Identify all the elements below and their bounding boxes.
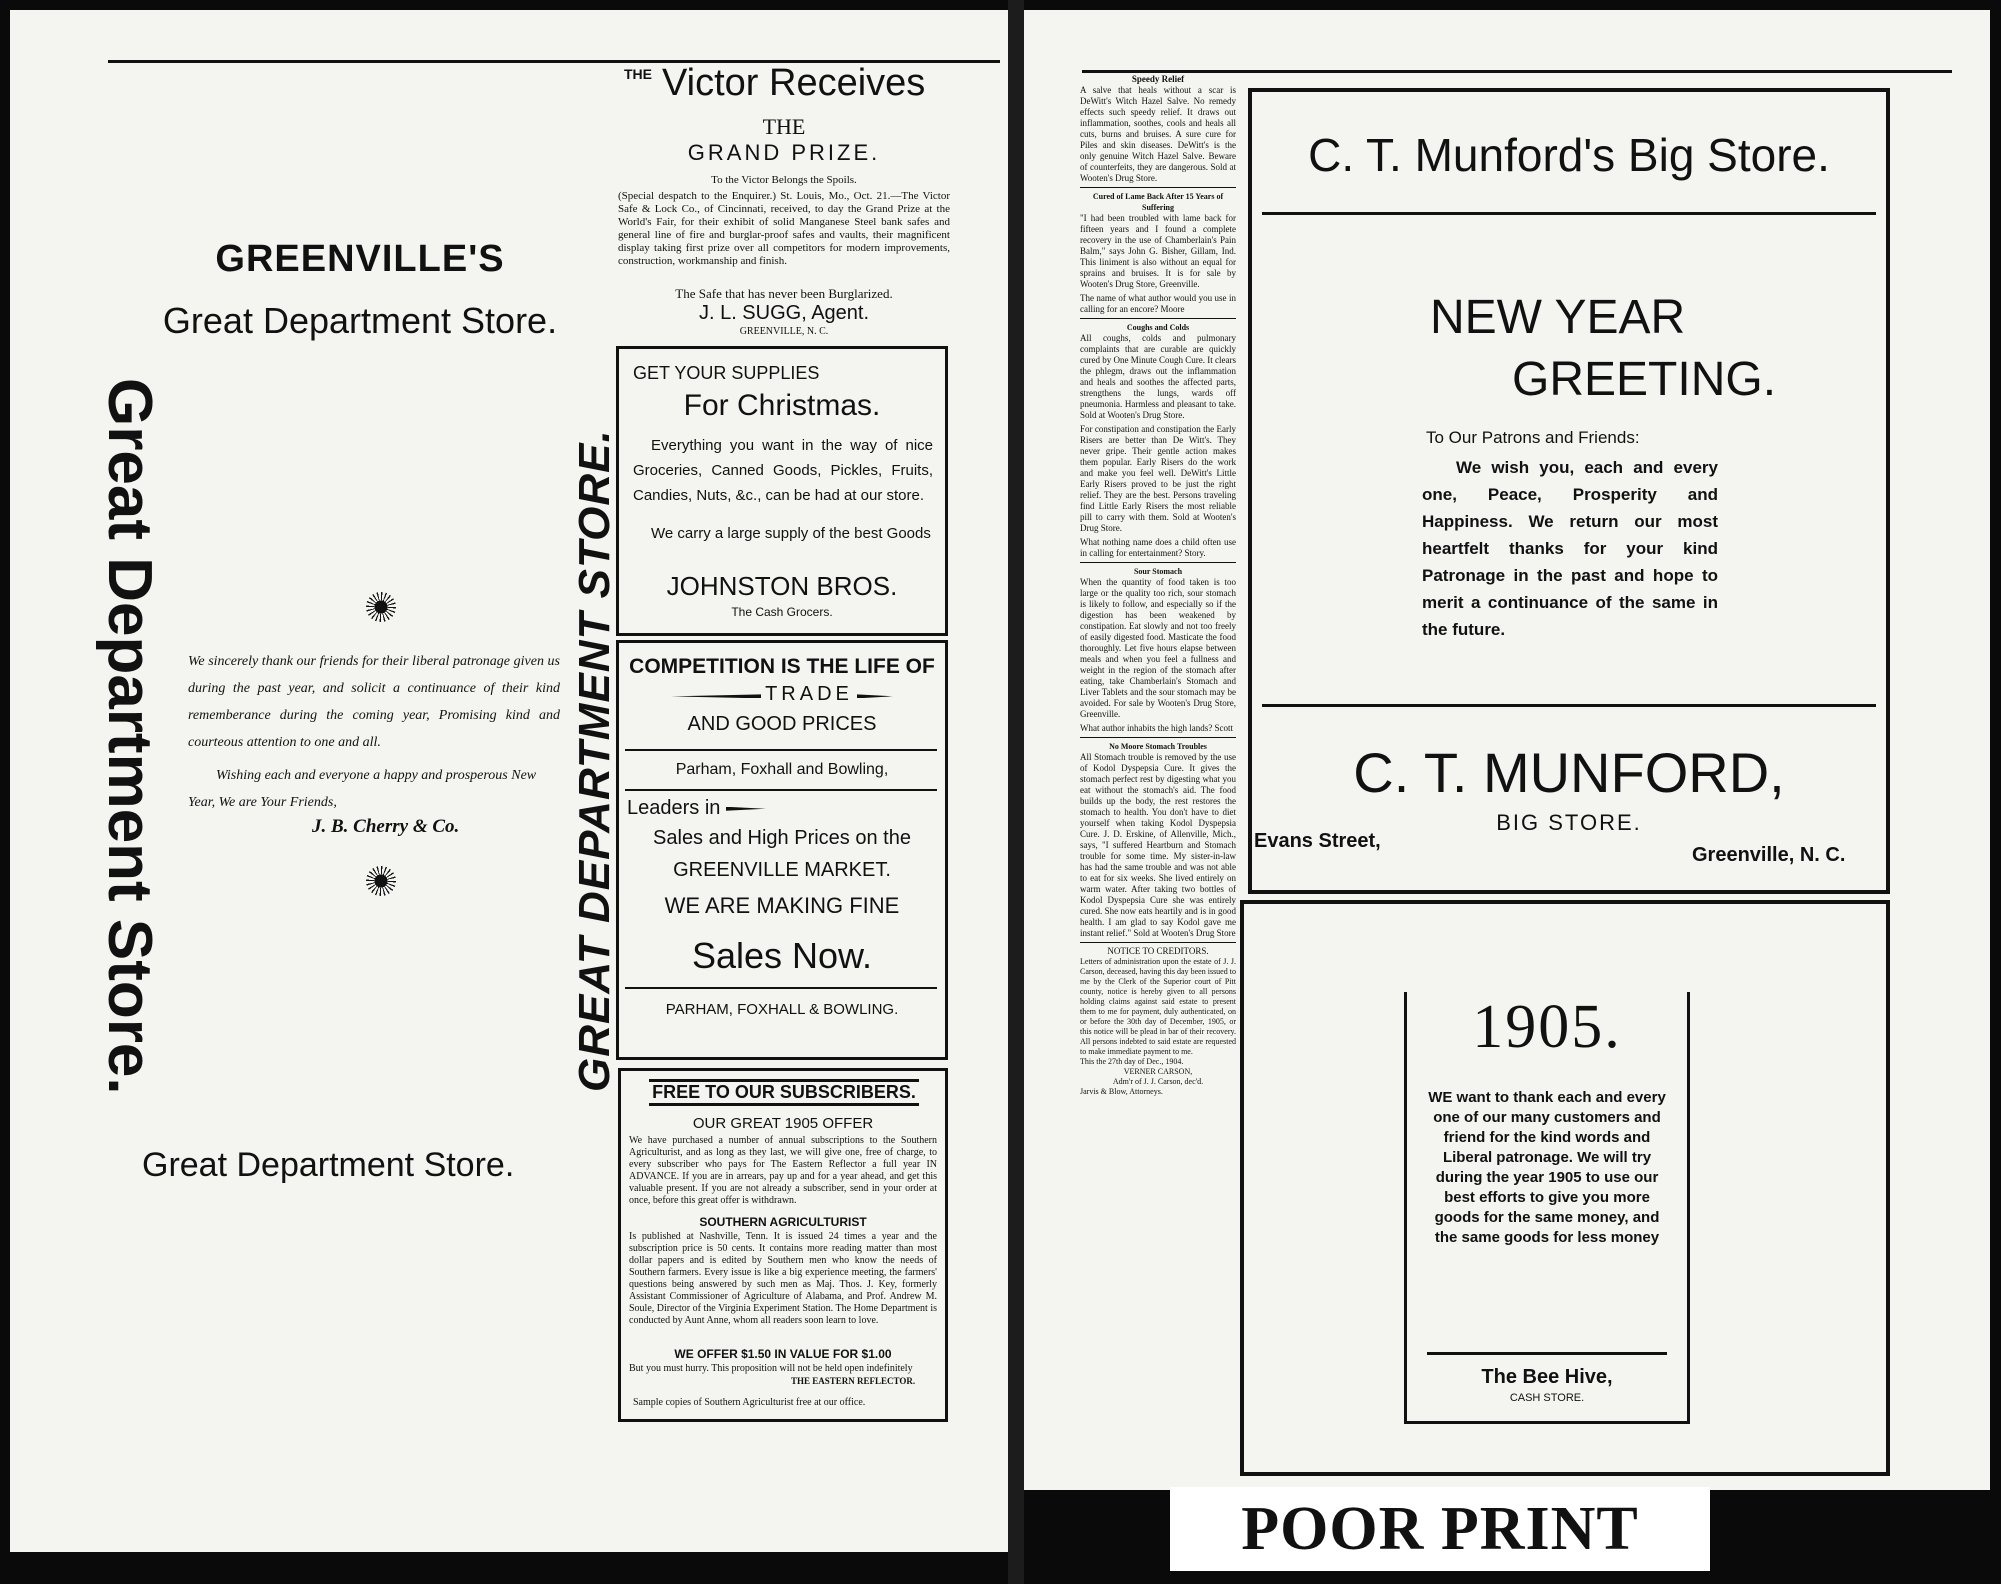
news-h3: Coughs and Colds [1126, 323, 1190, 332]
news-p2: "I had been troubled with lame back for fifteen years and I found a complete recovery in the use of Chamberlain's Pain Balm," says John G. Bisher, Gillam, Ind. This liniment is also without an equal for sprains and bruises. It is for sale by Wooten's Drug Store, Greenville. [1080, 213, 1236, 289]
news-notice-head: NOTICE TO CREDITORS. [1107, 946, 1209, 956]
johnston-firm: JOHNSTON BROS. [666, 571, 898, 601]
sun-ornament-top [366, 592, 396, 627]
subscribers-header: FREE TO OUR SUBSCRIBERS. [649, 1079, 919, 1106]
beehive-ad [1404, 992, 1690, 1424]
news-h1: Speedy Relief [1131, 74, 1185, 84]
munford-big-store: BIG STORE. [1496, 810, 1642, 835]
beehive-year: 1905. [1472, 993, 1622, 1061]
munford-title-rule [1262, 212, 1876, 215]
victor-tagline: To the Victor Belongs the Spoils. [711, 174, 857, 186]
victor-body: (Special despatch to the Enquirer.) St. Louis, Mo., Oct. 21.—The Victor Safe & Lock Co., of Cincinnati, received, to day the Grand Prize at the World's Fair, for their exhibit of solid Manganese Steel bank safes and general line of fire and burglar-proof safes and vaults, their magnificent display taking first prize over all competitors for modern improvements, construction, workmanship and finish. [618, 190, 950, 267]
news-rule-3 [1080, 562, 1236, 563]
news-p1: A salve that heals without a scar is DeWitt's Witch Hazel Salve. No remedy effects such speedy relief. It draws out inflammation, soothes, cools and heals all cuts, burns and bruises. A sure cure for Piles and skin diseases. DeWitt's is the only genuine Witch Hazel Salve. Beware of counterfeits, they are dangerous. Sold at Wooten's Drug Store. [1080, 85, 1236, 183]
news-rule-4 [1080, 737, 1236, 738]
news-notice-sig3: Jarvis & Blow, Attorneys. [1080, 1087, 1163, 1096]
parham-firm1: Parham, Foxhall and Bowling, [675, 761, 889, 778]
subscribers-offer: OUR GREAT 1905 OFFER [692, 1115, 874, 1132]
victor-place: GREENVILLE, N. C. [739, 326, 829, 337]
sun-ornament-bottom [366, 866, 396, 901]
subscribers-body3: But you must hurry. This proposition will not be held open indefinitely [629, 1363, 913, 1374]
johnston-headline: GET YOUR SUPPLIES [633, 363, 820, 383]
parham-leaders [627, 797, 766, 820]
johnston-tag: The Cash Grocers. [731, 605, 833, 619]
news-p4: For constipation and constipation the Early Risers are better than De Witt's. They never gripe. Their gentle action makes them popular. Early Risers do the work and make you feel well. DeWitt's Little Early Risers proved to be just the right relief. They are the best. Persons traveling find Little Early Risers the most reliable pill to carry with them. Sold at Wooten's Drug Store. [1080, 424, 1236, 533]
wishing-text: Wishing each and everyone a happy and prosperous New Year, We are Your Friends, [188, 768, 537, 810]
victor-closing: The Safe that has never been Burglarized. [675, 286, 893, 301]
beehive-message: WE want to thank each and every one of our many customers and friend for the kind words and Liberal patronage. We will try during the year 1905 to use our best efforts to give you more goods for the same money, and the same goods for less money [1428, 1089, 1666, 1246]
leaders-arrow [726, 807, 766, 811]
news-q3: What author inhabits the high lands? Scott [1080, 723, 1233, 733]
cherry-signature: J. B. Cherry & Co. [312, 816, 460, 837]
victor-sub-the: THE [762, 114, 806, 139]
subscribers-body2: Is published at Nashville, Tenn. It is issued 24 times a year and the subscription price is 50 cents. It contains more reading matter than most dollar papers and is edited by Southern men who know the needs of Southern farmers. Every issue is like a big experience meeting, the farmers' questions being answered by such men as Maj. Thos. J. Key, formerly Assistant Commissioner of Agriculture of Alabama, and Prof. Andrew M. Soule, Director of the Virginia Experiment Station. The Home Department is conducted by Aunt Anne, whom all readers soon learn to love. [629, 1231, 937, 1326]
news-notice-sig2: Adm'r of J. J. Carson, dec'd. [1112, 1077, 1204, 1086]
parham-line6: WE ARE MAKING FINE [664, 893, 900, 918]
victor-title: Victor Receives [662, 62, 926, 104]
munford-street: Evans Street, [1254, 830, 1381, 852]
munford-message: We wish you, each and every one, Peace, Prosperity and Happiness. We return our most heartfelt thanks for your kind Patronage in the past and hope to merit a continuance of the same in the future. [1422, 458, 1718, 639]
vertical-caps-banner: GREAT DEPARTMENT STORE. [570, 429, 619, 1092]
parham-line4: Sales and High Prices on the [653, 827, 911, 849]
greenville-heading: GREENVILLE'S [215, 238, 505, 280]
beehive-tag: CASH STORE. [1509, 1392, 1585, 1404]
news-p3: All coughs, colds and pulmonary complaints that are curable are quickly cured by One Minute Cough Cure. It clears the phlegm, draws out the inflammation and heals and soothes the affected parts, strengthens the lungs, wards off pneumonia. Harmless and pleasant to take. Sold at Wooten's Drug Store. [1080, 333, 1236, 420]
top-rule-right [1082, 70, 1952, 73]
news-q1: The name of what author would you use in calling for an encore? Moore [1080, 293, 1236, 314]
victor-ad [614, 60, 954, 342]
johnston-body2: We carry a large supply of the best Goods [651, 525, 931, 542]
beehive-outer [1240, 900, 1890, 1476]
dept-store-heading: Great Department Store. [162, 300, 558, 341]
news-column [1080, 74, 1236, 1474]
subscribers-body1: We have purchased a number of annual subscriptions to the Southern Agriculturist, and as long as they last, we will give one, free of charge, to every subscriber who pays for The Eastern Reflector a full year IN ADVANCE. If you are in arrears, pay up and for a year ahead, and get this valuable present. If you are not already a subscriber, send in your order at once, before this great offer is withdrawn. [629, 1135, 937, 1206]
trade-arrow-right [857, 694, 893, 698]
johnston-body1: Everything you want in the way of nice Groceries, Canned Goods, Pickles, Fruits, Candies, Nuts, &c., can be had at our store. [633, 437, 933, 504]
subscribers-pub-name: SOUTHERN AGRICULTURIST [699, 1215, 867, 1229]
munford-ad [1248, 88, 1890, 894]
parham-line3: AND GOOD PRICES [687, 713, 877, 735]
johnston-ad [616, 346, 948, 636]
munford-greeting1: NEW YEAR [1430, 291, 1686, 344]
victor-the: THE [624, 66, 652, 82]
news-p5: When the quantity of food taken is too large or the quality too rich, sour stomach is likely to follow, and especially so if the digestion has been weakened by constipation. Eat slowly and not too freely of easily digested food. Masticate the food thoroughly. Let five hours elapse between meals and when you feel a fullness and weight in the region of the stomach after eating, take Chamberlain's Stomach and Liver Tablets and the sour stomach may be avoided. For sale by Wooten's Drug Store, Greenville. [1080, 577, 1236, 719]
news-notice: Letters of administration upon the estate of J. J. Carson, deceased, having this day been issued to me by the Clerk of the Superior court of Pitt county, notice is hereby given to all persons holding claims against said estate to present them to me for payment, duly authenticated, on or before the 30th day of December, 1905, or this notice will be plead in bar of their recovery. All persons indebted to said estate are requested to make immediate payment to me. [1080, 957, 1236, 1056]
munford-greeting2: GREETING. [1512, 353, 1777, 406]
news-rule-1 [1080, 187, 1236, 188]
parham-leaders-label: Leaders in [627, 797, 721, 819]
parham-line1: COMPETITION IS THE LIFE OF [629, 655, 935, 678]
poor-print-stamp: POOR PRINT [1170, 1487, 1710, 1571]
trade-arrow-left [671, 694, 761, 698]
subscribers-value: WE OFFER $1.50 IN VALUE FOR $1.00 [674, 1347, 892, 1361]
news-h2: Cured of Lame Back After 15 Years of Suffering [1092, 192, 1224, 212]
parham-trade [619, 683, 945, 706]
parham-firm2: PARHAM, FOXHALL & BOWLING. [665, 1001, 899, 1018]
thanks-text: We sincerely thank our friends for their liberal patronage given us during the past year, and solicit a continuance of their kind rememberance during the coming year, Promising kind and courteous attention to one and all. [188, 654, 560, 750]
parham-divider-2 [625, 789, 937, 791]
munford-salutation: To Our Patrons and Friends: [1426, 428, 1640, 447]
johnston-subhead: For Christmas. [683, 389, 881, 422]
munford-city: Greenville, N. C. [1692, 844, 1846, 866]
news-rule-2 [1080, 318, 1236, 319]
page-spine [1008, 0, 1024, 1584]
bottom-heading: Great Department Store. [142, 1146, 515, 1184]
victor-agent: J. L. SUGG, Agent. [698, 302, 870, 324]
news-p6: All Stomach trouble is removed by the use of Kodol Dyspepsia Cure. It gives the stomach perfect rest by digesting what you eat without the stomach's aid. The food builds up the body, the rest restores the stomach to health. You don't have to diet yourself when taking Kodol Dyspepsia Cure. J. D. Erskine, of Allenville, Mich., says, "I suffered Heartburn and Stomach trouble for some time. My sister-in-law has had the same trouble and was not able to eat for six weeks. She lived entirely on warm water. After taking two bottles of Kodol Dyspepsia Cure she was entirely cured. She now eats heartily and is in good health. I am glad to say Kodol gave me instant relief." Sold at Wooten's Drug Store [1080, 752, 1236, 938]
news-notice-sig1: VERNER CARSON, [1123, 1067, 1193, 1076]
news-h4: Sour Stomach [1133, 567, 1183, 576]
news-rule-5 [1080, 942, 1236, 943]
munford-name: C. T. MUNFORD, [1353, 741, 1785, 804]
parham-ad [616, 640, 948, 1060]
parham-line7: Sales Now. [691, 935, 873, 976]
beehive-name: The Bee Hive, [1481, 1366, 1613, 1388]
beehive-rule [1427, 1352, 1667, 1355]
news-notice-date: This the 27th day of Dec., 1904. [1080, 1057, 1184, 1066]
subscribers-reflector: THE EASTERN REFLECTOR. [791, 1376, 916, 1386]
grand-prize: GRAND PRIZE. [687, 140, 881, 165]
news-q2: What nothing name does a child often use in calling for entertainment? Story. [1080, 537, 1236, 558]
parham-divider-1 [625, 749, 937, 751]
vertical-banner-left: Great Department Store. [95, 378, 164, 1095]
munford-mid-rule [1262, 704, 1876, 707]
parham-divider-3 [625, 987, 937, 989]
subscribers-ad [618, 1068, 948, 1422]
munford-title: C. T. Munford's Big Store. [1308, 129, 1830, 181]
subscribers-footer: Sample copies of Southern Agriculturist free at our office. [633, 1397, 866, 1408]
parham-line5: GREENVILLE MARKET. [673, 859, 891, 881]
parham-line2: TRADE [765, 683, 853, 705]
news-h5: No Moore Stomach Troubles [1109, 742, 1207, 751]
